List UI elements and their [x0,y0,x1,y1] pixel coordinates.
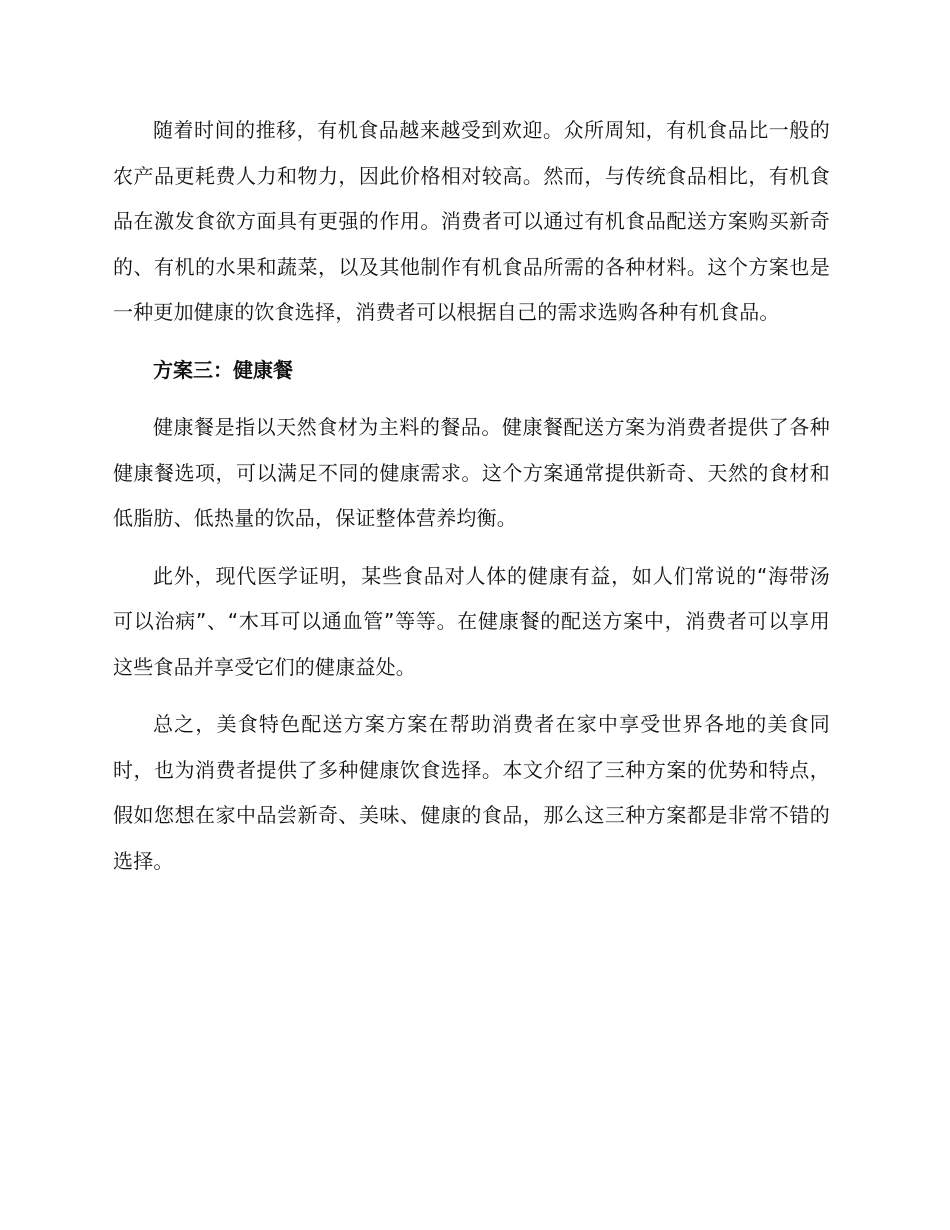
section-heading-plan-three: 方案三：健康餐 [153,357,293,382]
paragraph-conclusion: 总之，美食特色配送方案方案在帮助消费者在家中享受世界各地的美食同时，也为消费者提供了多种健康饮食选择。本文介绍了三种方案的优势和特点，假如您想在家中品尝新奇、美味、健康的食品，那么这三种方案都是非常不错的选择。 [113,712,830,873]
paragraph-medical-benefits: 此外，现代医学证明，某些食品对人体的健康有益，如人们常说的“海带汤可以治病”、“木耳可以通血管”等等。在健康餐的配送方案中，消费者可以享用这些食品并享受它们的健康益处。 [113,563,830,679]
paragraph-healthy-meal: 健康餐是指以天然食材为主料的餐品。健康餐配送方案为消费者提供了各种健康餐选项，可以满足不同的健康需求。这个方案通常提供新奇、天然的食材和低脂肪、低热量的饮品，保证整体营养均衡。 [113,415,830,530]
document-body [113,108,830,896]
paragraph-organic-food: 随着时间的推移，有机食品越来越受到欢迎。众所周知，有机食品比一般的农产品更耗费人力和物力，因此价格相对较高。然而，与传统食品相比，有机食品在激发食欲方面具有更强的作用。消费者可以通过有机食品配送方案购买新奇的、有机的水果和蔬菜，以及其他制作有机食品所需的各种材料。这个方案也是一种更加健康的饮食选择，消费者可以根据自己的需求选购各种有机食品。 [113,118,830,324]
